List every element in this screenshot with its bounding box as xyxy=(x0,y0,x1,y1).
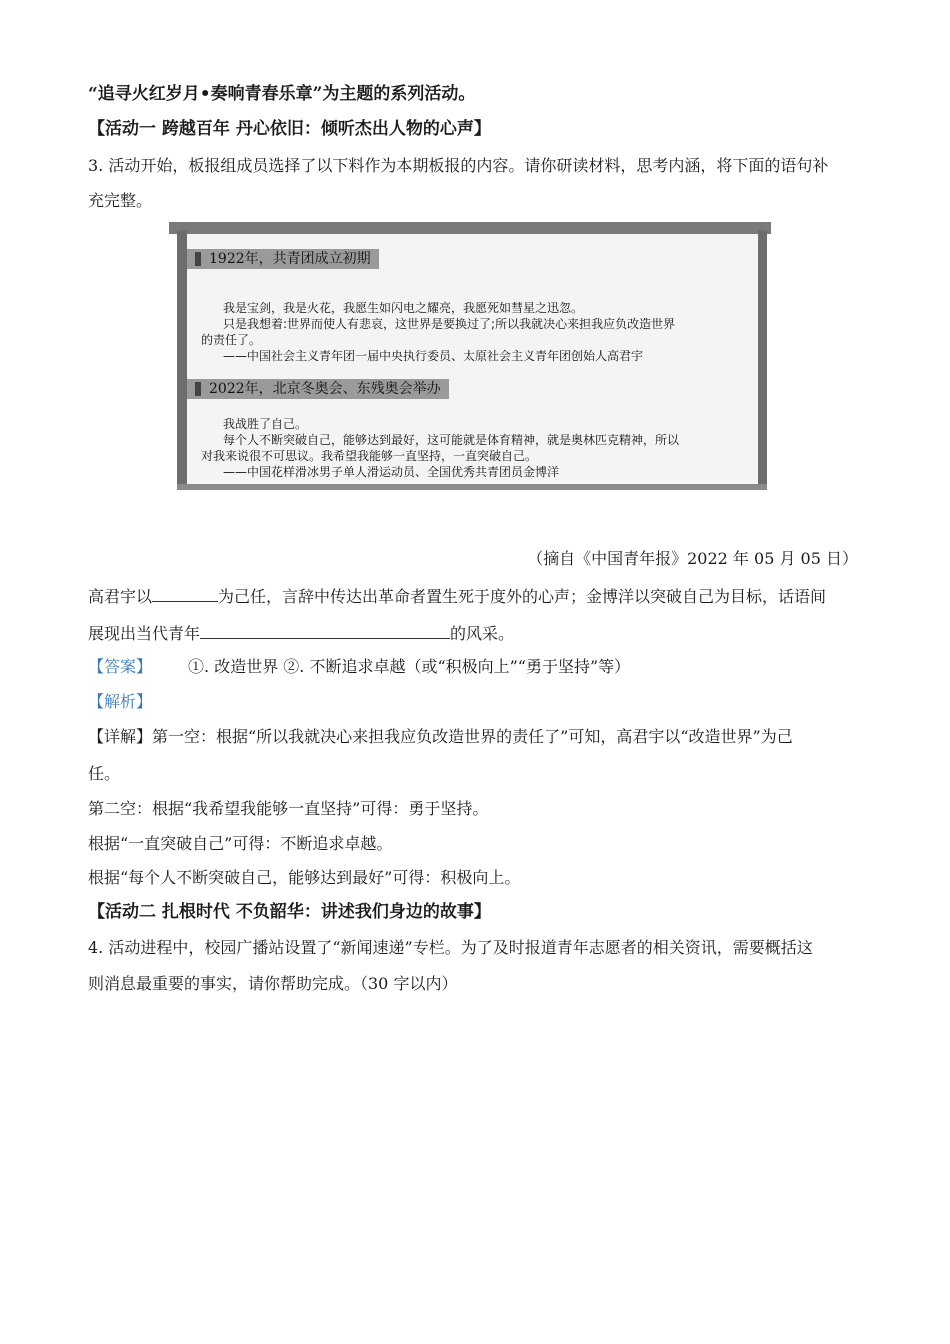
fill-text-part2: 为己任，言辞中传达出革命者置生死于度外的心声；金博洋以突破自己为目标，话语间 xyxy=(218,587,827,606)
fill-blank-sentence-line2 xyxy=(88,622,514,644)
blank-2[interactable] xyxy=(200,622,450,639)
source-citation: （摘自《中国青年报》2022 年 05 月 05 日） xyxy=(527,549,858,568)
board-quote2-line3: 对我来说很不可思议。我希望我能够一直坚持，一直突破自己。 xyxy=(201,449,538,463)
board-quote1-line1: 我是宝剑，我是火花，我愿生如闪电之耀亮，我愿死如彗星之迅忽。 xyxy=(223,301,584,315)
board-quote1-line3: 的责任了。 xyxy=(201,333,262,347)
answer-label: 【答案】 xyxy=(88,657,153,676)
detail-line3: 第二空：根据“我希望我能够一直坚持”可得：勇于坚持。 xyxy=(88,799,489,818)
blackboard-figure xyxy=(169,222,771,490)
detail-line1: 【详解】第一空：根据“所以我就决心来担我应负改造世界的责任了”可知，高君宇以“改造世界”为己 xyxy=(88,727,793,746)
q4-line1: 4. 活动进程中，校园广播站设置了“新闻速递”专栏。为了及时报道青年志愿者的相关资讯，需要概括这 xyxy=(88,938,813,957)
q4-line2: 则消息最重要的事实，请你帮助完成。（30 字以内） xyxy=(88,974,458,993)
detail-line2: 任。 xyxy=(88,764,121,783)
board-frame-right xyxy=(758,230,767,488)
board-quote1-line2: 只是我想着:世界而使人有悲哀，这世界是要换过了;所以我就决心来担我应负改造世界 xyxy=(223,317,676,331)
fill-text-part4: 的风采。 xyxy=(450,624,515,643)
board-tag-2022: 2022年，北京冬奥会、东残奥会举办 xyxy=(187,379,449,399)
activity1-title: 【活动一 跨越百年 丹心依旧：倾听杰出人物的心声】 xyxy=(88,119,491,139)
board-quote2-line1: 我战胜了自己。 xyxy=(223,417,308,431)
board-quote2-attribution: ——中国花样滑冰男子单人滑运动员、全国优秀共青团员金博洋 xyxy=(223,465,560,479)
q3-prompt-line2: 充完整。 xyxy=(88,191,153,210)
fill-text-part1: 高君宇以 xyxy=(88,587,153,606)
answer-line xyxy=(88,657,630,677)
board-frame-top xyxy=(169,222,771,234)
board-frame-bottom xyxy=(177,484,767,490)
answer-text: ①. 改造世界 ②. 不断追求卓越（或“积极向上”“勇于坚持”等） xyxy=(188,657,631,676)
theme-line: “追寻火红岁月•奏响青春乐章”为主题的系列活动。 xyxy=(88,84,476,104)
activity2-title: 【活动二 扎根时代 不负韶华：讲述我们身边的故事】 xyxy=(88,902,491,922)
board-quote2-line2: 每个人不断突破自己，能够达到最好，这可能就是体育精神，就是奥林匹克精神，所以 xyxy=(223,433,680,447)
fill-text-part3: 展现出当代青年 xyxy=(88,624,201,643)
analysis-label: 【解析】 xyxy=(88,692,153,711)
detail-line4: 根据“一直突破自己”可得：不断追求卓越。 xyxy=(88,834,393,853)
board-frame-left xyxy=(177,230,187,488)
blank-1[interactable] xyxy=(152,585,218,602)
board-tag-1922: 1922年，共青团成立初期 xyxy=(187,249,379,269)
board-quote1-attribution: ——中国社会主义青年团一届中央执行委员、太原社会主义青年团创始人高君宇 xyxy=(223,349,644,363)
board-surface xyxy=(187,234,758,484)
q3-prompt-line1: 3. 活动开始，板报组成员选择了以下料作为本期板报的内容。请你研读材料，思考内涵，将下面的语句补 xyxy=(88,156,829,175)
detail-line5: 根据“每个人不断突破自己，能够达到最好”可得：积极向上。 xyxy=(88,868,521,887)
fill-blank-sentence-line1 xyxy=(88,585,826,607)
